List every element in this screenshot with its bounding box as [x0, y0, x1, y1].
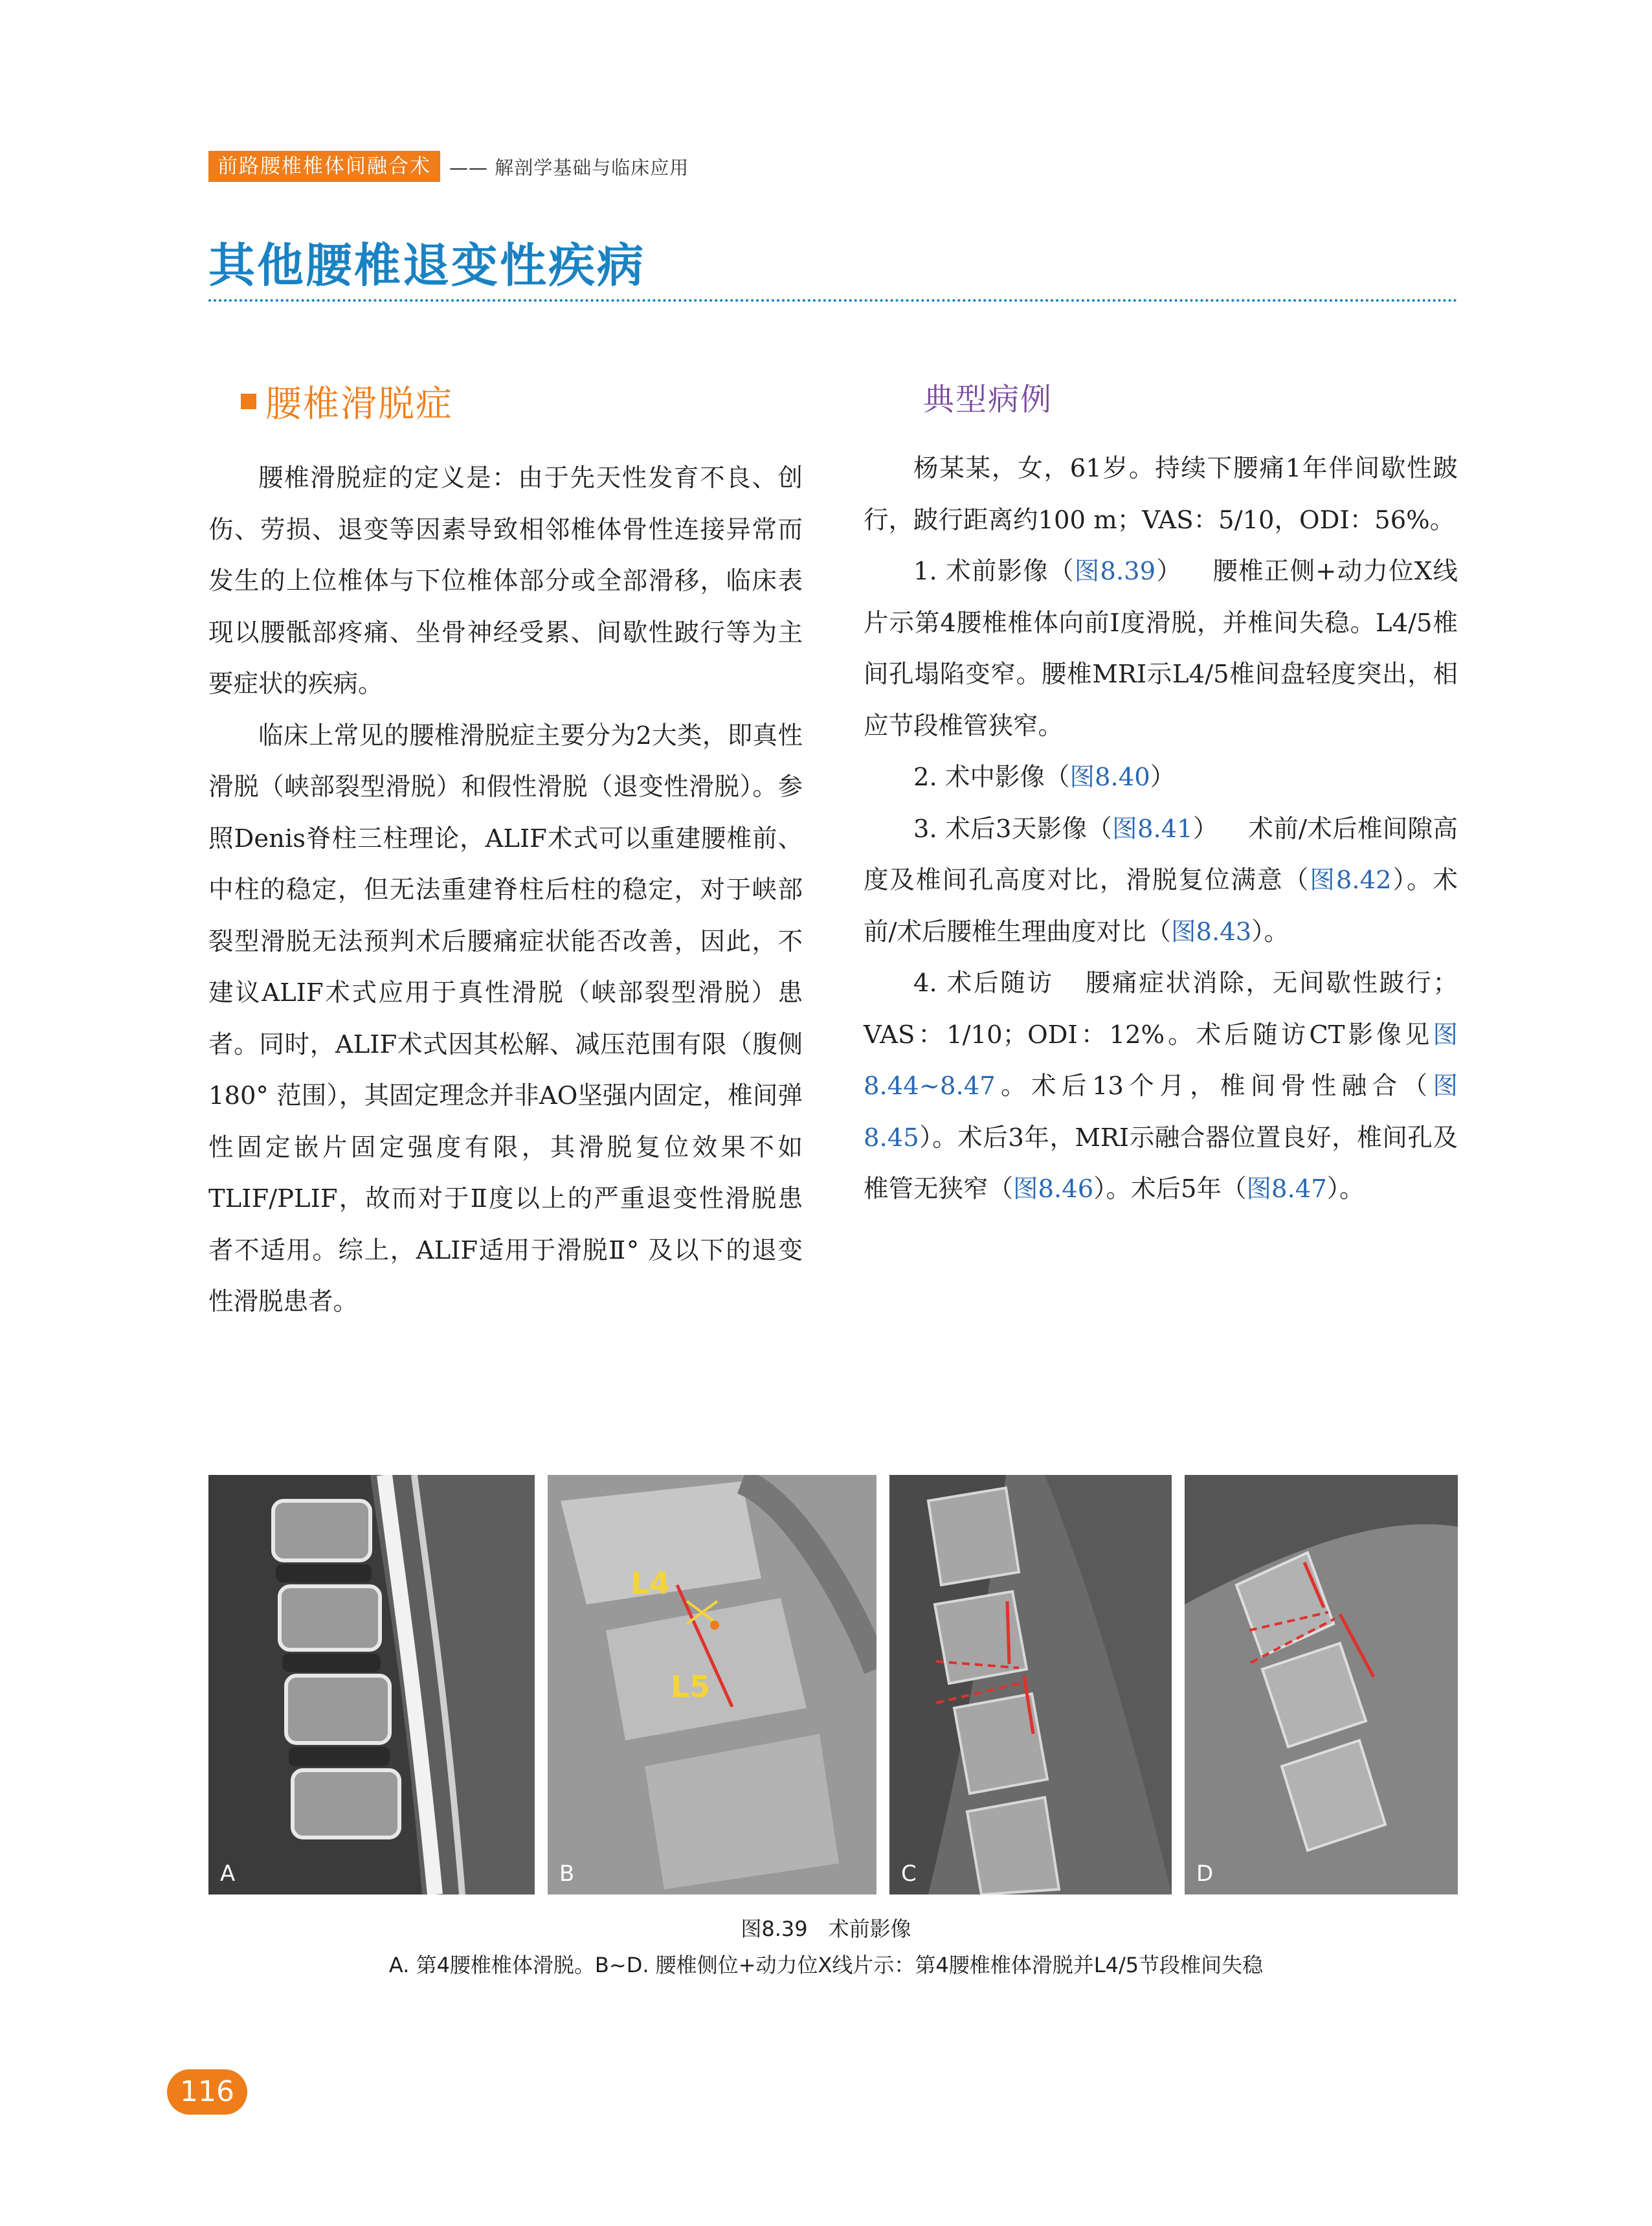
left-column-text	[208, 453, 803, 1328]
figure-legend: A. 第4腰椎椎体滑脱。B~D. 腰椎侧位+动力位X线片示：第4腰椎椎体滑脱并L4/5节段椎间失稳	[388, 1953, 1264, 1977]
section-heading	[241, 376, 453, 427]
title-divider	[208, 299, 1458, 302]
postop-imaging-paragraph: 3. 术后3天影像（图8.41） 术前/术后椎间隙高度及椎间孔高度对比，滑脱复位满意（图8.42）。术前/术后腰椎生理曲度对比（图8.43）。	[864, 814, 1458, 947]
figure-ref-link[interactable]: 图8.44~8.47	[864, 1020, 1458, 1101]
paragraph-classification: 临床上常见的腰椎滑脱症主要分为2大类，即真性滑脱（峡部裂型滑脱）和假性滑脱（退变性滑脱）。参照Denis脊柱三柱理论，ALIF术式可以重建腰椎前、中柱的稳定，但无法重建脊柱后柱的稳定，对于峡部裂型滑脱无法预判术后腰痛症状能否改善，因此，不建议ALIF术式应用于真性滑脱（峡部裂型滑脱）患者。同时，ALIF术式因其松解、减压范围有限（腹侧180° 范围），其固定理念并非AO坚强内固定，椎间弹性固定嵌片固定强度有限，其滑脱复位效果不如TLIF/PLIF，故而对于Ⅱ度以上的严重退变性滑脱患者不适用。综上，ALIF适用于滑脱Ⅱ° 及以下的退变性滑脱患者。	[208, 721, 803, 1316]
figure-caption: 图8.39 术前影像	[741, 1917, 911, 1941]
page-number: 116	[167, 2069, 247, 2115]
intraop-imaging-paragraph: 2. 术中影像（图8.40）	[913, 763, 1176, 792]
figure-panel-a-mri	[208, 1475, 535, 1894]
running-header	[208, 150, 689, 183]
figure-panel-c-xray	[889, 1475, 1172, 1894]
book-subtitle: —— 解剖学基础与临床应用	[449, 156, 689, 179]
xray-image	[548, 1475, 876, 1894]
preop-imaging-paragraph: 1. 术前影像（图8.39） 腰椎正侧+动力位X线片示第4腰椎椎体向前Ⅰ度滑脱，并椎间失稳。L4/5椎间孔塌陷变窄。腰椎MRI示L4/5椎间盘轻度突出，相应节段椎管狭窄。	[864, 557, 1458, 741]
figure-ref-link[interactable]: 图8.45	[864, 1072, 1458, 1152]
panel-label: C	[901, 1861, 917, 1887]
figure-ref-link[interactable]: 图8.46	[1013, 1175, 1094, 1204]
figure-ref-link[interactable]: 图8.42	[1310, 866, 1392, 895]
chapter-title: 其他腰椎退变性疾病	[208, 238, 646, 293]
vertebra-label-l5: L5	[671, 1669, 711, 1704]
figure-ref-link[interactable]: 图8.41	[1112, 814, 1193, 844]
followup-paragraph: 4. 术后随访 腰痛症状消除，无间歇性跛行；VAS：1/10；ODI：12%。术后随访CT影像见图8.44~8.47。术后13个月，椎间骨性融合（图8.45）。术后3年，MRI示融合器位置良好，椎间孔及椎管无狭窄（图8.46）。术后5年（图8.47）。	[864, 969, 1458, 1204]
figure-panel-b-xray	[548, 1475, 876, 1894]
panel-label: A	[220, 1861, 236, 1887]
section-title: 腰椎滑脱症	[265, 383, 453, 425]
figure-ref-link[interactable]: 图8.40	[1069, 763, 1150, 792]
book-title-tag: 前路腰椎椎体间融合术	[208, 151, 440, 182]
panel-label: D	[1196, 1861, 1214, 1887]
case-summary: 杨某某，女，61岁。持续下腰痛1年伴间歇性跛行，跛行距离约100 m；VAS：5/10，ODI：56%。	[864, 454, 1458, 535]
mri-image	[208, 1475, 535, 1894]
vertebra-label-l4: L4	[631, 1566, 671, 1601]
figure-ref-link[interactable]: 图8.39	[1074, 557, 1156, 586]
figure-ref-link[interactable]: 图8.43	[1170, 917, 1252, 947]
xray-image	[1185, 1475, 1458, 1894]
panel-label: B	[559, 1861, 575, 1887]
figure-ref-link[interactable]: 图8.47	[1246, 1175, 1327, 1204]
square-bullet-icon	[241, 394, 256, 409]
right-column-text	[864, 443, 1458, 1215]
figure-panel-d-xray	[1185, 1475, 1458, 1894]
paragraph-definition: 腰椎滑脱症的定义是：由于先天性发育不良、创伤、劳损、退变等因素导致相邻椎体骨性连接异常而发生的上位椎体与下位椎体部分或全部滑移，临床表现以腰骶部疼痛、坐骨神经受累、间歇性跛行等为主要症状的疾病。	[208, 464, 803, 699]
case-heading: 典型病例	[923, 381, 1053, 418]
xray-image	[889, 1475, 1172, 1894]
